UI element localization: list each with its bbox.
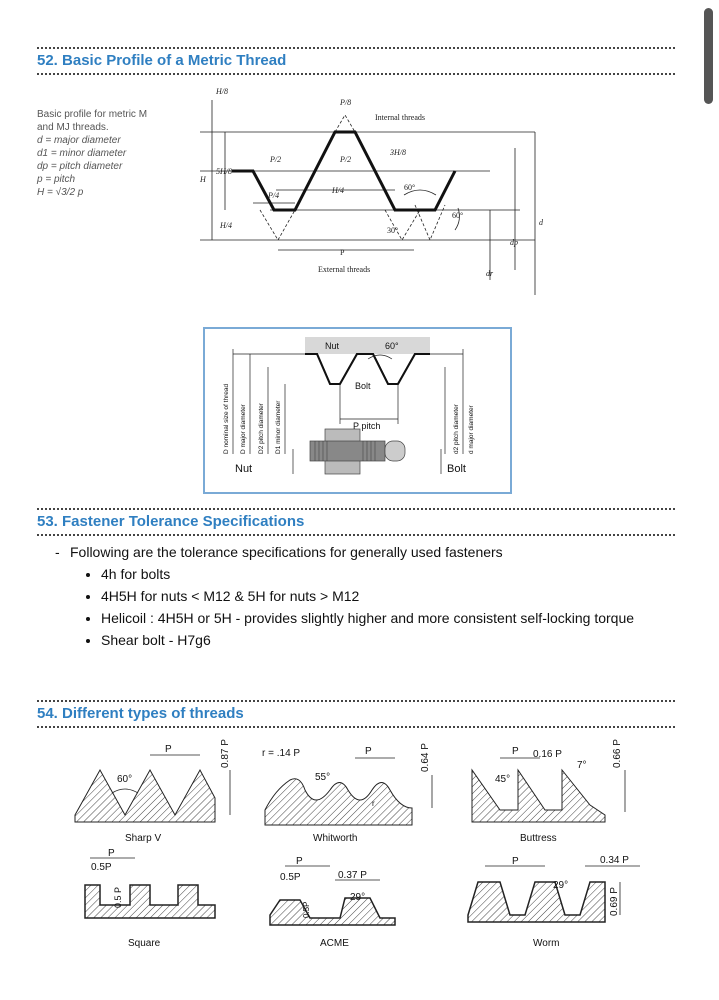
- angle-60-label: 60°: [404, 183, 416, 192]
- nut-top-label: Nut: [325, 341, 340, 351]
- buttress-caption: Buttress: [520, 833, 557, 844]
- d-major-label: D major diameter: [240, 404, 247, 454]
- p8-label: P/8: [340, 98, 352, 107]
- list-item: • 4H5H for nuts < M12 & 5H for nuts > M12: [101, 585, 691, 607]
- angle-60-label-2: 60°: [452, 211, 464, 220]
- tolerance-intro: Following are the tolerance specifications for generally used fasteners: [70, 544, 503, 560]
- legend-line: Basic profile for metric M: [37, 109, 148, 120]
- acme-h-label: 0.5P: [302, 901, 311, 918]
- whitworth-r2-label: r: [372, 799, 375, 808]
- section-52-title: 52. Basic Profile of a Metric Thread: [37, 52, 287, 69]
- p2-label-2: P/2: [340, 155, 352, 164]
- acme-w-label: 0.5P: [280, 872, 301, 883]
- worm-d-label: 0.34 P: [600, 855, 629, 866]
- legend-line: p = pitch: [37, 174, 76, 185]
- pitch-label: P: [340, 248, 345, 257]
- section-53-title: 53. Fastener Tolerance Specifications: [37, 513, 305, 530]
- buttress-p-label: P: [512, 746, 519, 757]
- list-item: • Helicoil : 4H5H or 5H - provides slightly higher and more consistent self-locking torque: [101, 607, 691, 629]
- worm-angle-label: 29°: [553, 880, 569, 891]
- buttress-a2-label: 7°: [577, 760, 587, 771]
- d-nominal-label: D nominal size of thread: [223, 383, 230, 454]
- 5h8-label: 5H/8: [216, 167, 232, 176]
- external-threads-label: External threads: [318, 265, 371, 274]
- square-h-label: 0.5 P: [113, 886, 123, 908]
- legend-line: and MJ threads.: [37, 122, 109, 133]
- internal-threads-label: Internal threads: [375, 113, 425, 122]
- p-pitch-label: P pitch: [353, 421, 381, 431]
- acme-d-label: 0.37 P: [338, 870, 367, 881]
- whitworth-p-label: P: [365, 746, 372, 757]
- legend-line: d = major diameter: [37, 135, 121, 146]
- whitworth-caption: Whitworth: [313, 833, 358, 844]
- worm-h-label: 0.69 P: [609, 887, 620, 916]
- buttress-d-label: 0.16 P: [533, 749, 562, 760]
- angle-label: 60°: [385, 341, 399, 351]
- buttress-h-label: 0.66 P: [612, 739, 623, 768]
- acme-angle-label: 29°: [350, 892, 366, 903]
- bolt-d2-pitch-label: d2 pitch diameter: [453, 404, 460, 454]
- acme-caption: ACME: [320, 938, 349, 949]
- h-label: H: [200, 175, 206, 184]
- dr-label: dr: [486, 269, 494, 278]
- square-w-label: 0.5P: [91, 862, 112, 873]
- 3h8-label: 3H/8: [390, 148, 406, 157]
- d-label: d: [539, 218, 543, 227]
- list-item: • Shear bolt - H7g6: [101, 629, 691, 651]
- d1-minor-label: D1 minor diameter: [275, 400, 282, 454]
- whitworth-angle-label: 55°: [315, 772, 331, 783]
- worm-caption: Worm: [533, 938, 560, 949]
- square-p-label: P: [108, 848, 115, 859]
- section-54-title: 54. Different types of threads: [37, 705, 244, 722]
- square-caption: Square: [128, 938, 161, 949]
- h8-label: H/8: [216, 87, 228, 96]
- h4-label-2: H/4: [220, 221, 232, 230]
- buttress-a1-label: 45°: [495, 774, 511, 785]
- sharp-v-h-label: 0.87 P: [220, 739, 231, 768]
- list-item: • 4h for bolts: [101, 563, 691, 585]
- legend-line: d1 = minor diameter: [37, 148, 127, 159]
- h4-label: H/4: [332, 186, 344, 195]
- tolerance-dash: -: [55, 544, 60, 560]
- sharp-v-caption: Sharp V: [125, 833, 162, 844]
- whitworth-h-label: 0.64 P: [420, 743, 431, 772]
- nut-label: Nut: [235, 463, 253, 475]
- dp-label: dp: [510, 238, 518, 247]
- angle-30-label: 30°: [387, 226, 399, 235]
- worm-p-label: P: [512, 856, 519, 867]
- bolt-mid-label: Bolt: [355, 381, 371, 391]
- legend-line: H = √3/2 p: [37, 187, 84, 198]
- p4-label: P/4: [268, 191, 280, 200]
- acme-p-label: P: [296, 856, 303, 867]
- d2-pitch-label: D2 pitch diameter: [258, 403, 265, 454]
- bolt-d-major-label: d major diameter: [468, 405, 475, 454]
- p2-label: P/2: [270, 155, 282, 164]
- legend-line: dp = pitch diameter: [37, 161, 123, 172]
- bolt-label: Bolt: [447, 463, 466, 475]
- sharp-v-p-label: P: [165, 744, 172, 755]
- whitworth-r-label: r = .14 P: [262, 748, 301, 759]
- sharp-v-angle-label: 60°: [117, 774, 133, 785]
